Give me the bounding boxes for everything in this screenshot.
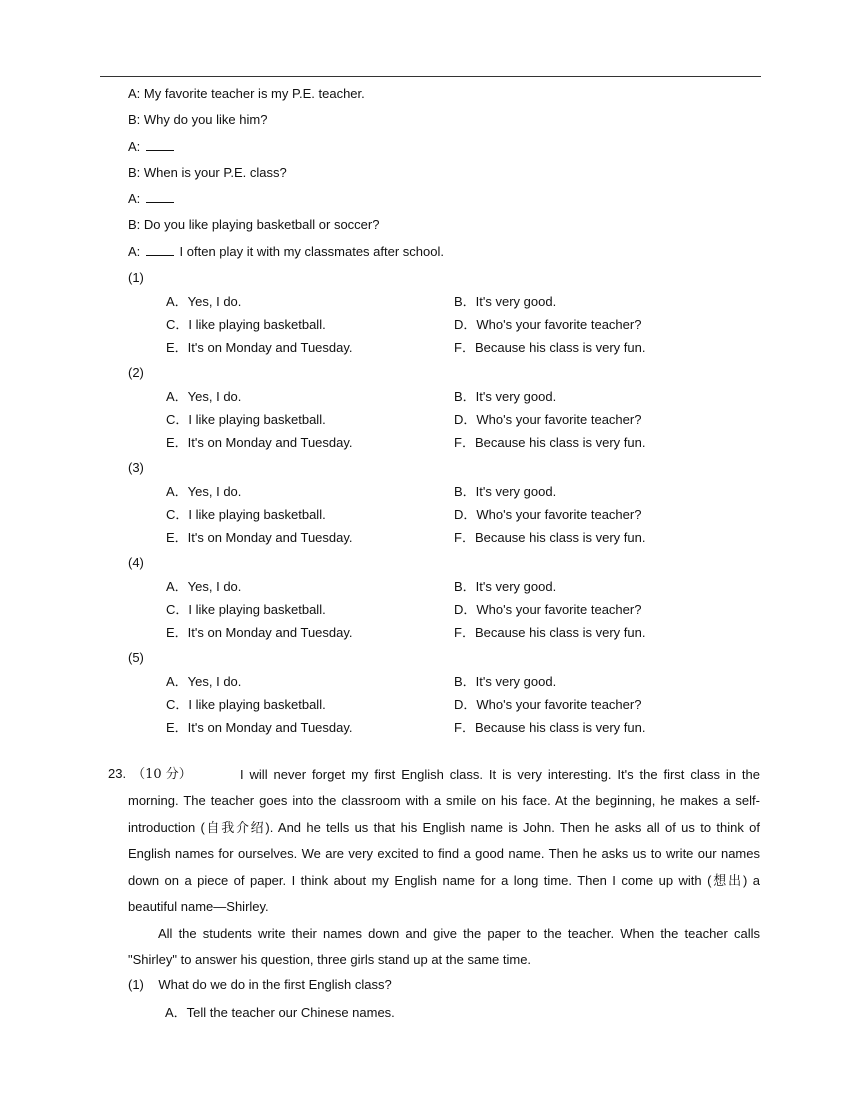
question-4 — [128, 554, 646, 640]
dialogue-line: A: My favorite teacher is my P.E. teacher. — [128, 86, 365, 101]
option-a[interactable]: A．Yes, I do. — [166, 389, 242, 404]
option-a[interactable]: A．Yes, I do. — [166, 484, 242, 499]
answer-blank-1[interactable] — [146, 138, 174, 151]
option-b[interactable]: B．It's very good. — [454, 484, 557, 499]
question-3 — [128, 459, 646, 545]
option-e[interactable]: E．It's on Monday and Tuesday. — [166, 435, 353, 450]
option-f[interactable]: F．Because his class is very fun. — [454, 530, 646, 545]
option-c[interactable]: C．I like playing basketball. — [166, 317, 326, 332]
question-2 — [128, 364, 646, 450]
question-5 — [128, 649, 646, 735]
dialogue-line: B: Why do you like him? — [128, 112, 268, 128]
option-e[interactable]: E．It's on Monday and Tuesday. — [166, 625, 353, 640]
score-label: （10 分） — [132, 767, 192, 782]
option-f[interactable]: F．Because his class is very fun. — [454, 720, 646, 735]
sub-question-1: (1) What do we do in the first English class? — [128, 977, 392, 992]
option-c[interactable]: C．I like playing basketball. — [166, 697, 326, 712]
option-c[interactable]: C．I like playing basketball. — [166, 507, 326, 522]
option-a[interactable]: A．Tell the teacher our Chinese names. — [165, 1005, 395, 1020]
question-1 — [128, 269, 646, 355]
question-number: (3) — [128, 460, 144, 475]
option-d[interactable]: D．Who's your favorite teacher? — [454, 317, 642, 332]
question-number: (4) — [128, 555, 144, 570]
option-e[interactable]: E．It's on Monday and Tuesday. — [166, 530, 353, 545]
option-b[interactable]: B．It's very good. — [454, 674, 557, 689]
dialogue-line: A: — [128, 190, 444, 216]
option-b[interactable]: B．It's very good. — [454, 389, 557, 404]
option-e[interactable]: E．It's on Monday and Tuesday. — [166, 720, 353, 735]
option-f[interactable]: F．Because his class is very fun. — [454, 340, 646, 355]
dialogue — [128, 85, 444, 269]
passage-paragraph-1: I will never forget my first English class. It is very interesting. It's the first class in the morning. The teacher goes into the classroom with a smile on his face. At the beginning, he makes a self-introduction (自我介绍). And he tells us that his English name is John. Then he asks all of us to think of English names for ourselves. We are very excited to find a good name. Then he asks us to write our names down on a piece of paper. I think about my English name for a long time. Then I come up with (想出) a beautiful name—Shirley. — [128, 767, 760, 915]
header-rule — [100, 76, 761, 77]
question-number: 23. — [108, 766, 127, 781]
option-c[interactable]: C．I like playing basketball. — [166, 412, 326, 427]
dialogue-line: A: I often play it with my classmates after school. — [128, 243, 444, 259]
option-e[interactable]: E．It's on Monday and Tuesday. — [166, 340, 353, 355]
option-f[interactable]: F．Because his class is very fun. — [454, 625, 646, 640]
option-a[interactable]: A．Yes, I do. — [166, 294, 242, 309]
answer-blank-3[interactable] — [146, 243, 174, 256]
option-d[interactable]: D．Who's your favorite teacher? — [454, 602, 642, 617]
dialogue-line: B: When is your P.E. class? — [128, 164, 287, 180]
dialogue-line: A: — [128, 138, 444, 164]
option-f[interactable]: F．Because his class is very fun. — [454, 435, 646, 450]
question-number: (5) — [128, 650, 144, 665]
option-c[interactable]: C．I like playing basketball. — [166, 602, 326, 617]
option-d[interactable]: D．Who's your favorite teacher? — [454, 507, 642, 522]
question-number: (2) — [128, 365, 144, 380]
answer-blank-2[interactable] — [146, 190, 174, 203]
option-a[interactable]: A．Yes, I do. — [166, 579, 242, 594]
option-b[interactable]: B．It's very good. — [454, 294, 557, 309]
option-d[interactable]: D．Who's your favorite teacher? — [454, 697, 642, 712]
passage-paragraph-2: All the students write their names down and give the paper to the teacher. When the teacher calls "Shirley" to answer his question, three girls stand up at the same time. — [128, 926, 760, 968]
option-b[interactable]: B．It's very good. — [454, 579, 557, 594]
question-number: (1) — [128, 270, 144, 285]
option-d[interactable]: D．Who's your favorite teacher? — [454, 412, 642, 427]
dialogue-line: B: Do you like playing basketball or soccer? — [128, 217, 380, 233]
option-a[interactable]: A．Yes, I do. — [166, 674, 242, 689]
